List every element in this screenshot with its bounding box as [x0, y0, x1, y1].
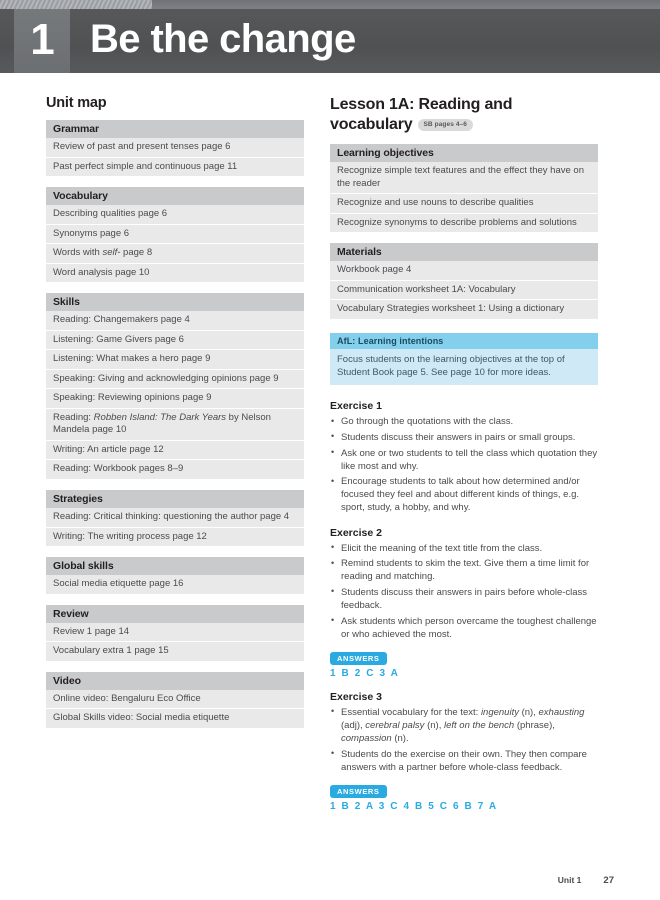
- learning-objective-row: Recognize and use nouns to describe qualities: [330, 194, 598, 214]
- materials-row: Communication worksheet 1A: Vocabulary: [330, 281, 598, 301]
- materials-box: [330, 243, 598, 319]
- exercise-block: [330, 400, 598, 514]
- unit-map-section-title: Global skills: [46, 557, 304, 575]
- unit-banner: [0, 9, 660, 73]
- page-footer: [0, 875, 660, 886]
- lesson-heading: [330, 95, 598, 135]
- unit-number: 1: [14, 9, 70, 73]
- unit-title: Be the change: [90, 16, 356, 61]
- unit-map-section-title: Grammar: [46, 120, 304, 138]
- exercise-bullet-list: [330, 415, 598, 514]
- unit-map-section: [46, 557, 304, 594]
- lesson-column: [330, 95, 598, 824]
- exercise-block: [330, 691, 598, 812]
- unit-map-row: Word analysis page 10: [53, 266, 150, 278]
- answers-line: 1 B 2 A 3 C 4 B 5 C 6 B 7 A: [330, 800, 498, 812]
- unit-map-section-title: Review: [46, 605, 304, 623]
- exercise-bullet: • Remind students to skim the text. Give them a time limit for reading and matching.: [330, 557, 598, 583]
- exercise-title: Exercise 3: [330, 690, 382, 703]
- afl-box: [330, 333, 598, 386]
- exercise-bullet: • Students do the exercise on their own. They then compare answers with a partner before whole-class feedback.: [330, 748, 598, 774]
- unit-map-row: Past perfect simple and continuous page 11: [53, 160, 238, 172]
- unit-map-row: Review of past and present tenses page 6: [46, 138, 304, 158]
- unit-map-section-title: Skills: [46, 293, 304, 311]
- afl-title: AfL: Learning intentions: [330, 333, 598, 349]
- learning-objectives-title: Learning objectives: [330, 144, 598, 162]
- unit-map-heading: Unit map: [46, 95, 107, 111]
- unit-map-section-title: Vocabulary: [46, 187, 304, 205]
- unit-map-row: Reading: Workbook pages 8–9: [53, 463, 184, 475]
- exercise-bullet: • Students discuss their answers in pairs or small groups.: [330, 431, 598, 444]
- two-column-layout: [0, 95, 660, 824]
- footer-page-number: 27: [603, 875, 614, 886]
- afl-body: Focus students on the learning objectives at the top of Student Book page 5. See page 10 for more ideas.: [337, 353, 565, 379]
- unit-map-row: Reading: Changemakers page 4: [46, 311, 304, 331]
- unit-map-row: Vocabulary extra 1 page 15: [53, 645, 169, 657]
- unit-map-sections: [46, 120, 304, 728]
- unit-map-row: Speaking: Giving and acknowledging opinions page 9: [46, 370, 304, 390]
- materials-rows: [330, 261, 598, 319]
- unit-map-row: Social media etiquette page 16: [53, 578, 184, 590]
- answers-line: 1 B 2 C 3 A: [330, 667, 400, 679]
- banner-hatch-strip: [0, 0, 660, 9]
- unit-map-row: Global Skills video: Social media etiquette: [53, 712, 230, 724]
- exercise-bullet-list: [330, 542, 598, 641]
- learning-objectives-box: [330, 144, 598, 232]
- answers-badge: ANSWERS: [330, 652, 387, 666]
- unit-map-row: Reading: Critical thinking: questioning the author page 4: [46, 508, 304, 528]
- exercise-bullet-list: [330, 706, 598, 774]
- learning-objective-row: Recognize simple text features and the effect they have on the reader: [330, 162, 598, 194]
- unit-map-row: Words with self- page 8: [46, 244, 304, 264]
- unit-map-row: Reading: Robben Island: The Dark Years by Nelson Mandela page 10: [46, 409, 304, 441]
- unit-map-column: [46, 95, 304, 824]
- learning-objectives-rows: [330, 162, 598, 232]
- unit-map-section: [46, 672, 304, 728]
- unit-map-row: Synonyms page 6: [46, 225, 304, 245]
- unit-map-section-title: Video: [46, 672, 304, 690]
- answers-badge: ANSWERS: [330, 785, 387, 799]
- unit-map-section: [46, 490, 304, 546]
- sb-pages-badge: SB pages 4–6: [418, 119, 473, 131]
- materials-row: Vocabulary Strategies worksheet 1: Using a dictionary: [337, 303, 565, 315]
- exercise-bullet: • Students discuss their answers in pairs before whole-class feedback.: [330, 586, 598, 612]
- exercise-bullet: • Encourage students to talk about how determined and/or focused they feel and about different kinds of things, e.g. sport, study, a hobby, and why.: [330, 475, 598, 514]
- unit-map-row: Listening: Game Givers page 6: [46, 331, 304, 351]
- unit-map-section: [46, 605, 304, 661]
- unit-map-row: Listening: What makes a hero page 9: [46, 350, 304, 370]
- exercise-title: Exercise 2: [330, 526, 382, 539]
- exercise-block: [330, 527, 598, 679]
- answers-block: [330, 781, 598, 812]
- answers-block: [330, 648, 598, 679]
- exercise-bullet: • Go through the quotations with the class.: [330, 415, 598, 428]
- materials-row: Workbook page 4: [330, 261, 598, 281]
- unit-map-section: [46, 187, 304, 282]
- page-body: [0, 73, 660, 900]
- exercise-bullet: • Ask one or two students to tell the class which quotation they like most and why.: [330, 447, 598, 473]
- exercise-bullet: • Essential vocabulary for the text: ingenuity (n), exhausting (adj), cerebral palsy (n), left on the bench (phrase), compassion (n).: [330, 706, 598, 745]
- unit-map-row: Review 1 page 14: [46, 623, 304, 643]
- exercise-bullet: • Elicit the meaning of the text title from the class.: [330, 542, 598, 555]
- unit-map-row: Speaking: Reviewing opinions page 9: [46, 389, 304, 409]
- footer-unit-label: Unit 1: [557, 875, 582, 885]
- lesson-heading-text: Lesson 1A: Reading and vocabulary: [330, 96, 513, 133]
- exercise-bullet: • Ask students which person overcame the toughest challenge or who achieved the most.: [330, 615, 598, 641]
- unit-map-row: Writing: An article page 12: [46, 441, 304, 461]
- unit-map-section: [46, 120, 304, 176]
- unit-map-row: Online video: Bengaluru Eco Office: [46, 690, 304, 710]
- unit-map-row: Writing: The writing process page 12: [53, 530, 207, 542]
- exercise-list: [330, 400, 598, 812]
- unit-map-section-title: Strategies: [46, 490, 304, 508]
- exercise-title: Exercise 1: [330, 400, 382, 413]
- unit-map-row: Describing qualities page 6: [46, 205, 304, 225]
- learning-objective-row: Recognize synonyms to describe problems and solutions: [337, 216, 577, 228]
- materials-title: Materials: [330, 243, 598, 261]
- unit-map-section: [46, 293, 304, 479]
